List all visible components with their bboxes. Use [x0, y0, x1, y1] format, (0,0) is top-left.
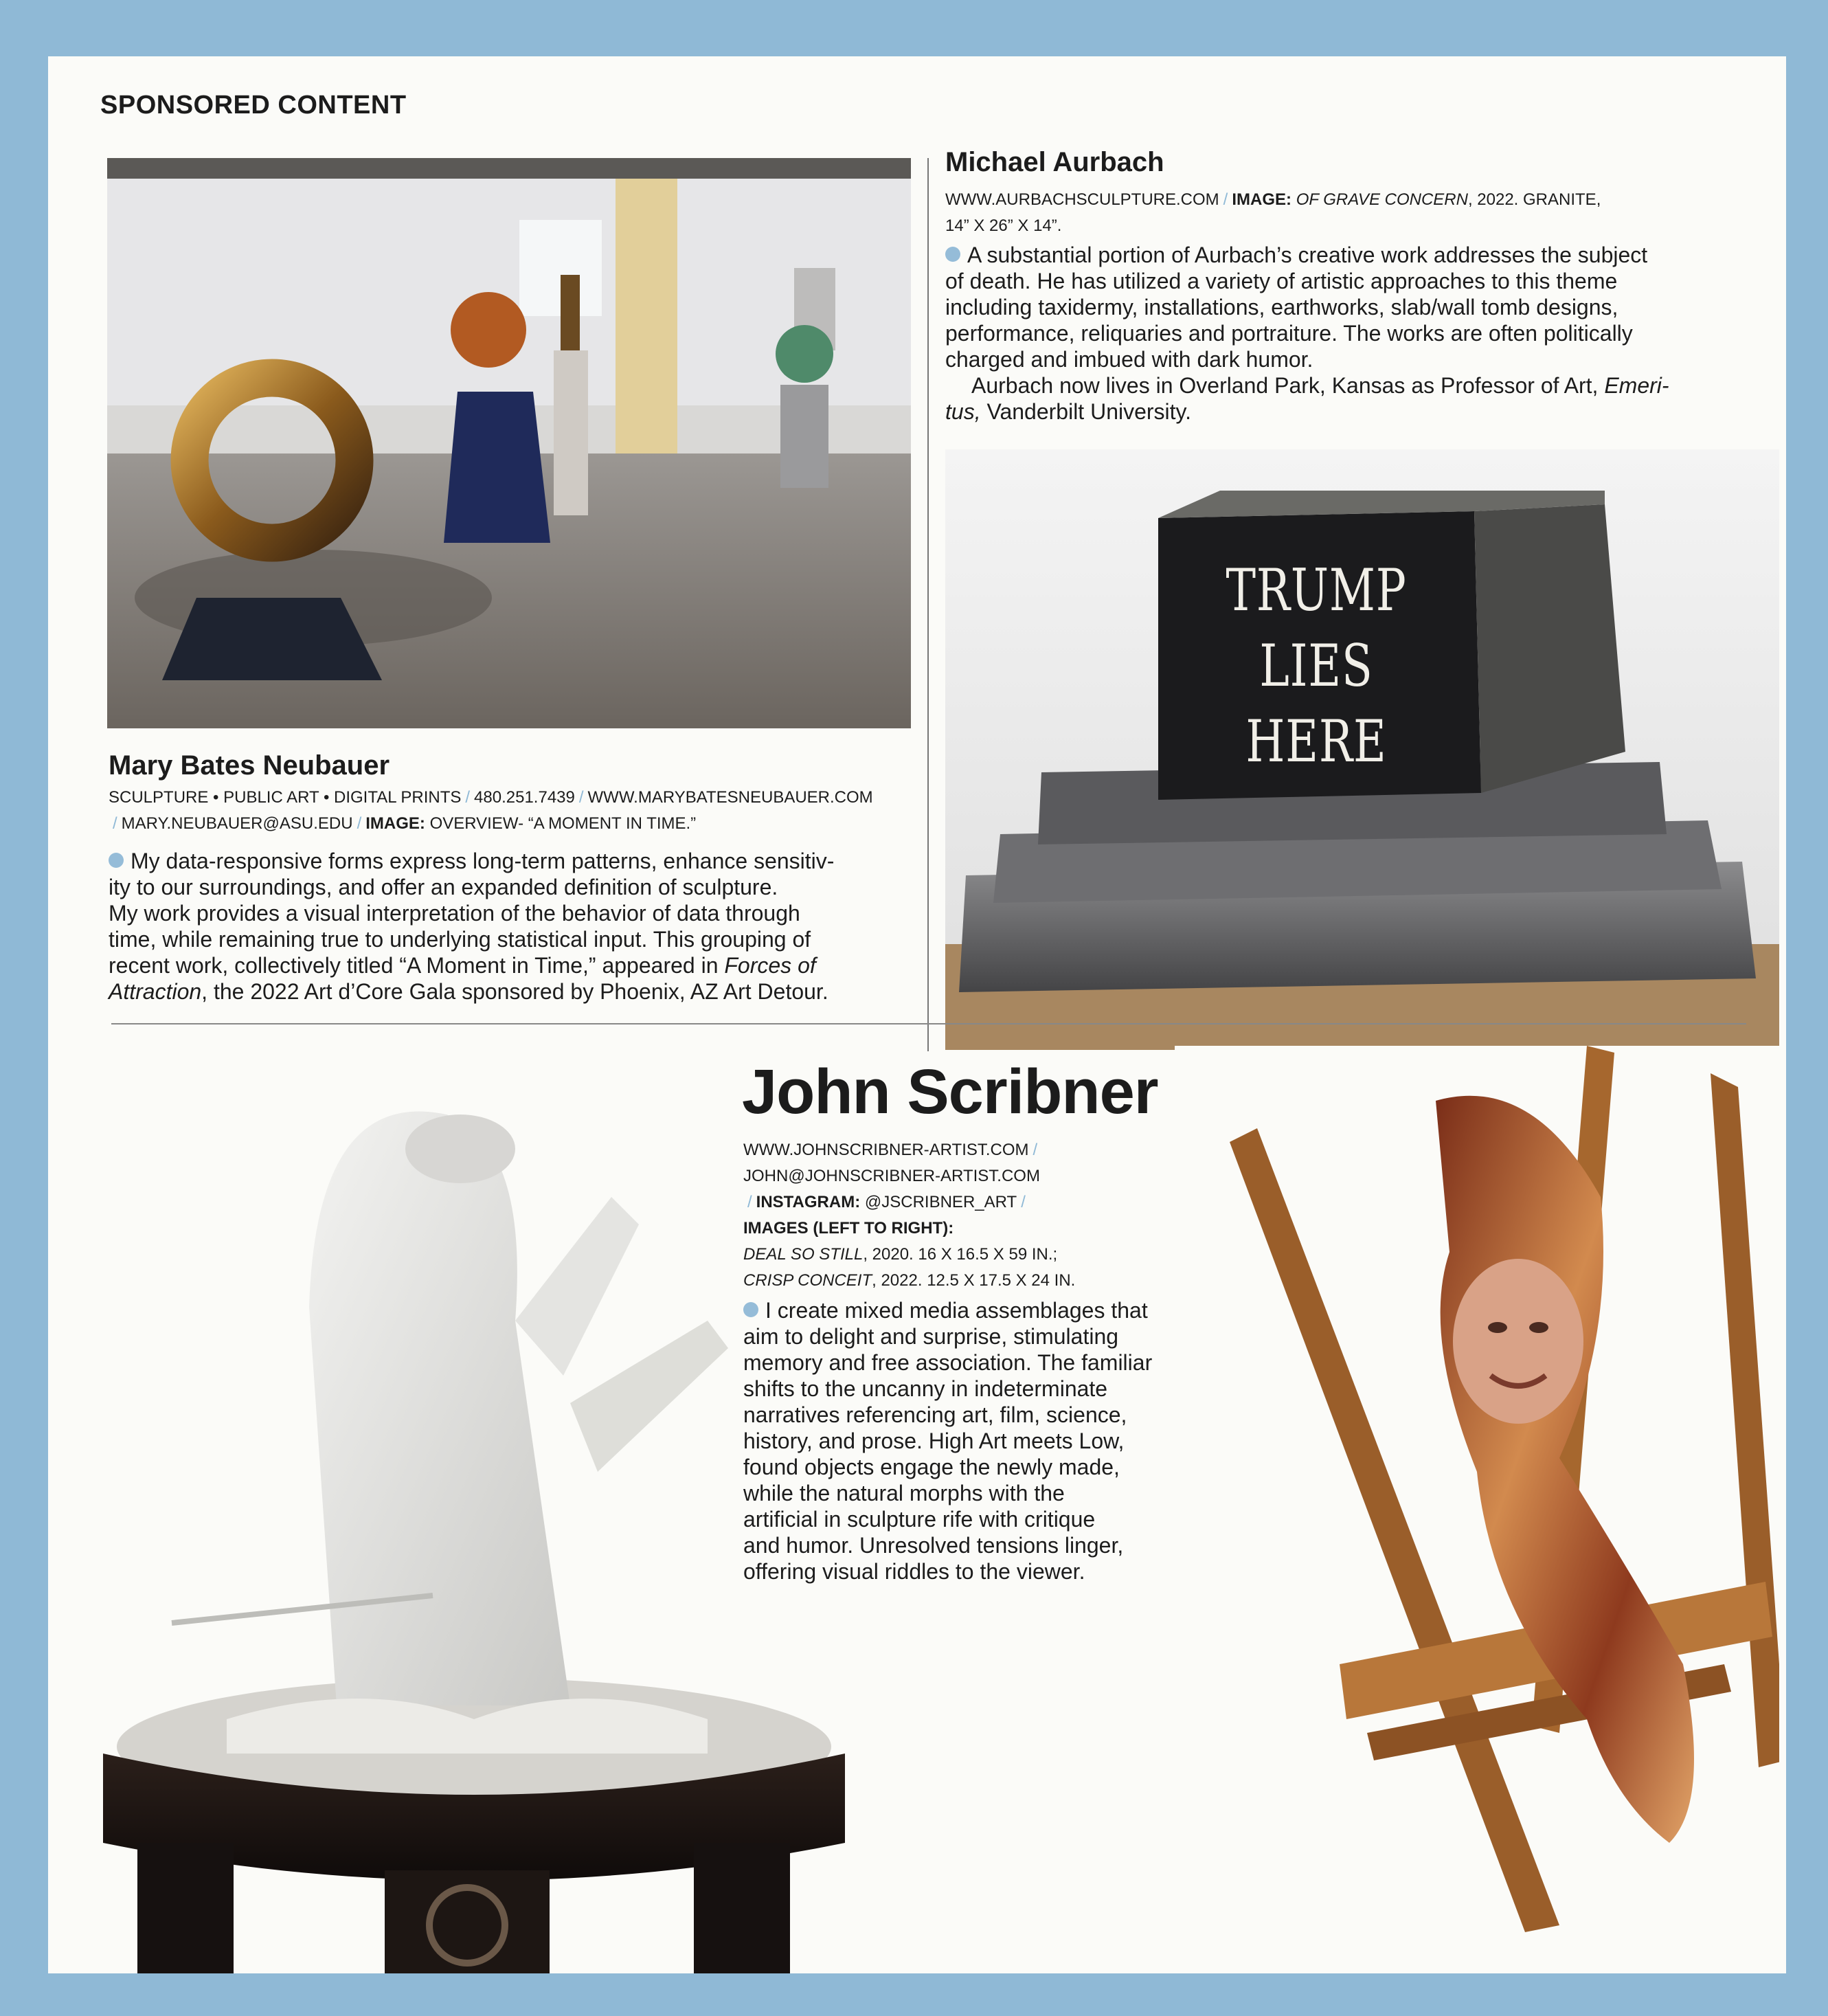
mary-meta: [109, 785, 919, 837]
john-website: WWW.JOHNSCRIBNER-ARTIST.COM: [743, 1141, 1029, 1159]
michael-meta: [945, 187, 1770, 239]
inscription-line: HERE: [1245, 708, 1387, 775]
tomb-inscription: [1193, 552, 1440, 779]
michael-image-dimensions: 14” X 26” X 14”.: [945, 216, 1062, 235]
john-bio-line: memory and free association. The familiar: [743, 1350, 1153, 1375]
separator: /: [357, 814, 362, 833]
mary-bio-line: recent work, collectively titled “A Moment in Time,” appeared in: [109, 953, 725, 978]
michael-bio-italic: Emeri-: [1604, 373, 1669, 398]
michael-bio: [945, 242, 1786, 425]
michael-image-title: OF GRAVE CONCERN: [1296, 190, 1468, 209]
mary-website: WWW.MARYBATESNEUBAUER.COM: [587, 788, 873, 807]
john-meta: [743, 1137, 1169, 1294]
michael-bio-line: Vanderbilt University.: [980, 399, 1192, 424]
mary-image-title: OVERVIEW- “A MOMENT IN TIME.”: [429, 814, 697, 833]
michael-bio-line: performance, reliquaries and portraiture. The works are often politically: [945, 321, 1633, 346]
inscription-line: TRUMP LIES: [1226, 557, 1407, 699]
bacon-chair-photo: [1175, 1046, 1779, 1939]
mary-name: Mary Bates Neubauer: [109, 750, 390, 781]
michael-bio-line: A substantial portion of Aurbach’s creative work addresses the subject: [967, 243, 1648, 267]
separator: /: [113, 814, 117, 833]
mary-image-label: IMAGE:: [365, 814, 425, 833]
mary-phone: 480.251.7439: [474, 788, 575, 807]
bullet-dot-icon: [945, 247, 960, 262]
john-work2-title: CRISP CONCEIT: [743, 1271, 872, 1290]
john-bio: [743, 1297, 1210, 1584]
john-bio-line: offering visual riddles to the viewer.: [743, 1559, 1085, 1584]
john-email: JOHN@JOHNSCRIBNER-ARTIST.COM: [743, 1167, 1040, 1185]
separator: /: [1223, 190, 1228, 209]
mary-bio: [109, 848, 926, 1005]
mary-bio-line: My data-responsive forms express long-term patterns, enhance sensitiv-: [131, 849, 835, 873]
john-bio-line: history, and prose. High Art meets Low,: [743, 1429, 1125, 1453]
john-work2-details: , 2022. 12.5 X 17.5 X 24 IN.: [872, 1271, 1076, 1290]
john-bio-line: I create mixed media assemblages that: [765, 1298, 1148, 1323]
michael-image-details: , 2022. GRANITE,: [1467, 190, 1601, 209]
mary-bio-line: ity to our surroundings, and offer an expanded definition of sculpture.: [109, 875, 778, 899]
john-instagram-label: INSTAGRAM:: [756, 1193, 861, 1211]
magazine-page: [48, 56, 1786, 1973]
michael-bio-line: including taxidermy, installations, earthworks, slab/wall tomb designs,: [945, 295, 1618, 320]
separator: /: [747, 1193, 752, 1211]
mary-disciplines: SCULPTURE • PUBLIC ART • DIGITAL PRINTS: [109, 788, 462, 807]
john-work1-title: DEAL SO STILL: [743, 1245, 864, 1264]
john-bio-line: and humor. Unresolved tensions linger,: [743, 1533, 1124, 1558]
michael-name: Michael Aurbach: [945, 147, 1164, 177]
john-name: John Scribner: [742, 1057, 1158, 1127]
john-bio-line: aim to delight and surprise, stimulating: [743, 1324, 1119, 1349]
john-work1-details: , 2020. 16 X 16.5 X 59 IN.;: [863, 1245, 1058, 1264]
michael-website: WWW.AURBACHSCULPTURE.COM: [945, 190, 1219, 209]
michael-bio-line: charged and imbued with dark humor.: [945, 347, 1313, 372]
column-divider: [927, 158, 929, 1051]
gallery-photo: [107, 158, 911, 728]
john-bio-line: narratives referencing art, film, science,: [743, 1402, 1127, 1427]
mary-bio-line: time, while remaining true to underlying statistical input. This grouping of: [109, 927, 811, 952]
john-instagram: @JSCRIBNER_ART: [864, 1193, 1017, 1211]
john-bio-line: shifts to the uncanny in indeterminate: [743, 1376, 1108, 1401]
michael-image-label: IMAGE:: [1232, 190, 1292, 209]
john-bio-line: artificial in sculpture rife with critique: [743, 1507, 1096, 1532]
mary-bio-italic: Attraction: [109, 979, 202, 1004]
separator: /: [578, 788, 584, 807]
michael-bio-italic: tus,: [945, 399, 981, 424]
mary-bio-line: , the 2022 Art d’Core Gala sponsored by Phoenix, AZ Art Detour.: [201, 979, 828, 1004]
separator: /: [1033, 1141, 1038, 1159]
mary-bio-line: My work provides a visual interpretation of the behavior of data through: [109, 901, 800, 926]
bullet-dot-icon: [743, 1302, 758, 1317]
mary-email: MARY.NEUBAUER@ASU.EDU: [121, 814, 353, 833]
mary-bio-italic: Forces of: [724, 953, 816, 978]
grave-sculpture-photo: [945, 449, 1779, 1050]
section-divider: [111, 1023, 1746, 1024]
michael-bio-line: Aurbach now lives in Overland Park, Kansas as Professor of Art,: [971, 373, 1605, 398]
michael-bio-line: of death. He has utilized a variety of artistic approaches to this theme: [945, 269, 1618, 293]
section-label: SPONSORED CONTENT: [100, 91, 407, 120]
separator: /: [465, 788, 471, 807]
john-bio-line: found objects engage the newly made,: [743, 1455, 1120, 1479]
john-bio-line: while the natural morphs with the: [743, 1481, 1065, 1505]
separator: /: [1021, 1193, 1026, 1211]
bullet-dot-icon: [109, 853, 124, 868]
john-images-label: IMAGES (LEFT TO RIGHT):: [743, 1219, 954, 1237]
